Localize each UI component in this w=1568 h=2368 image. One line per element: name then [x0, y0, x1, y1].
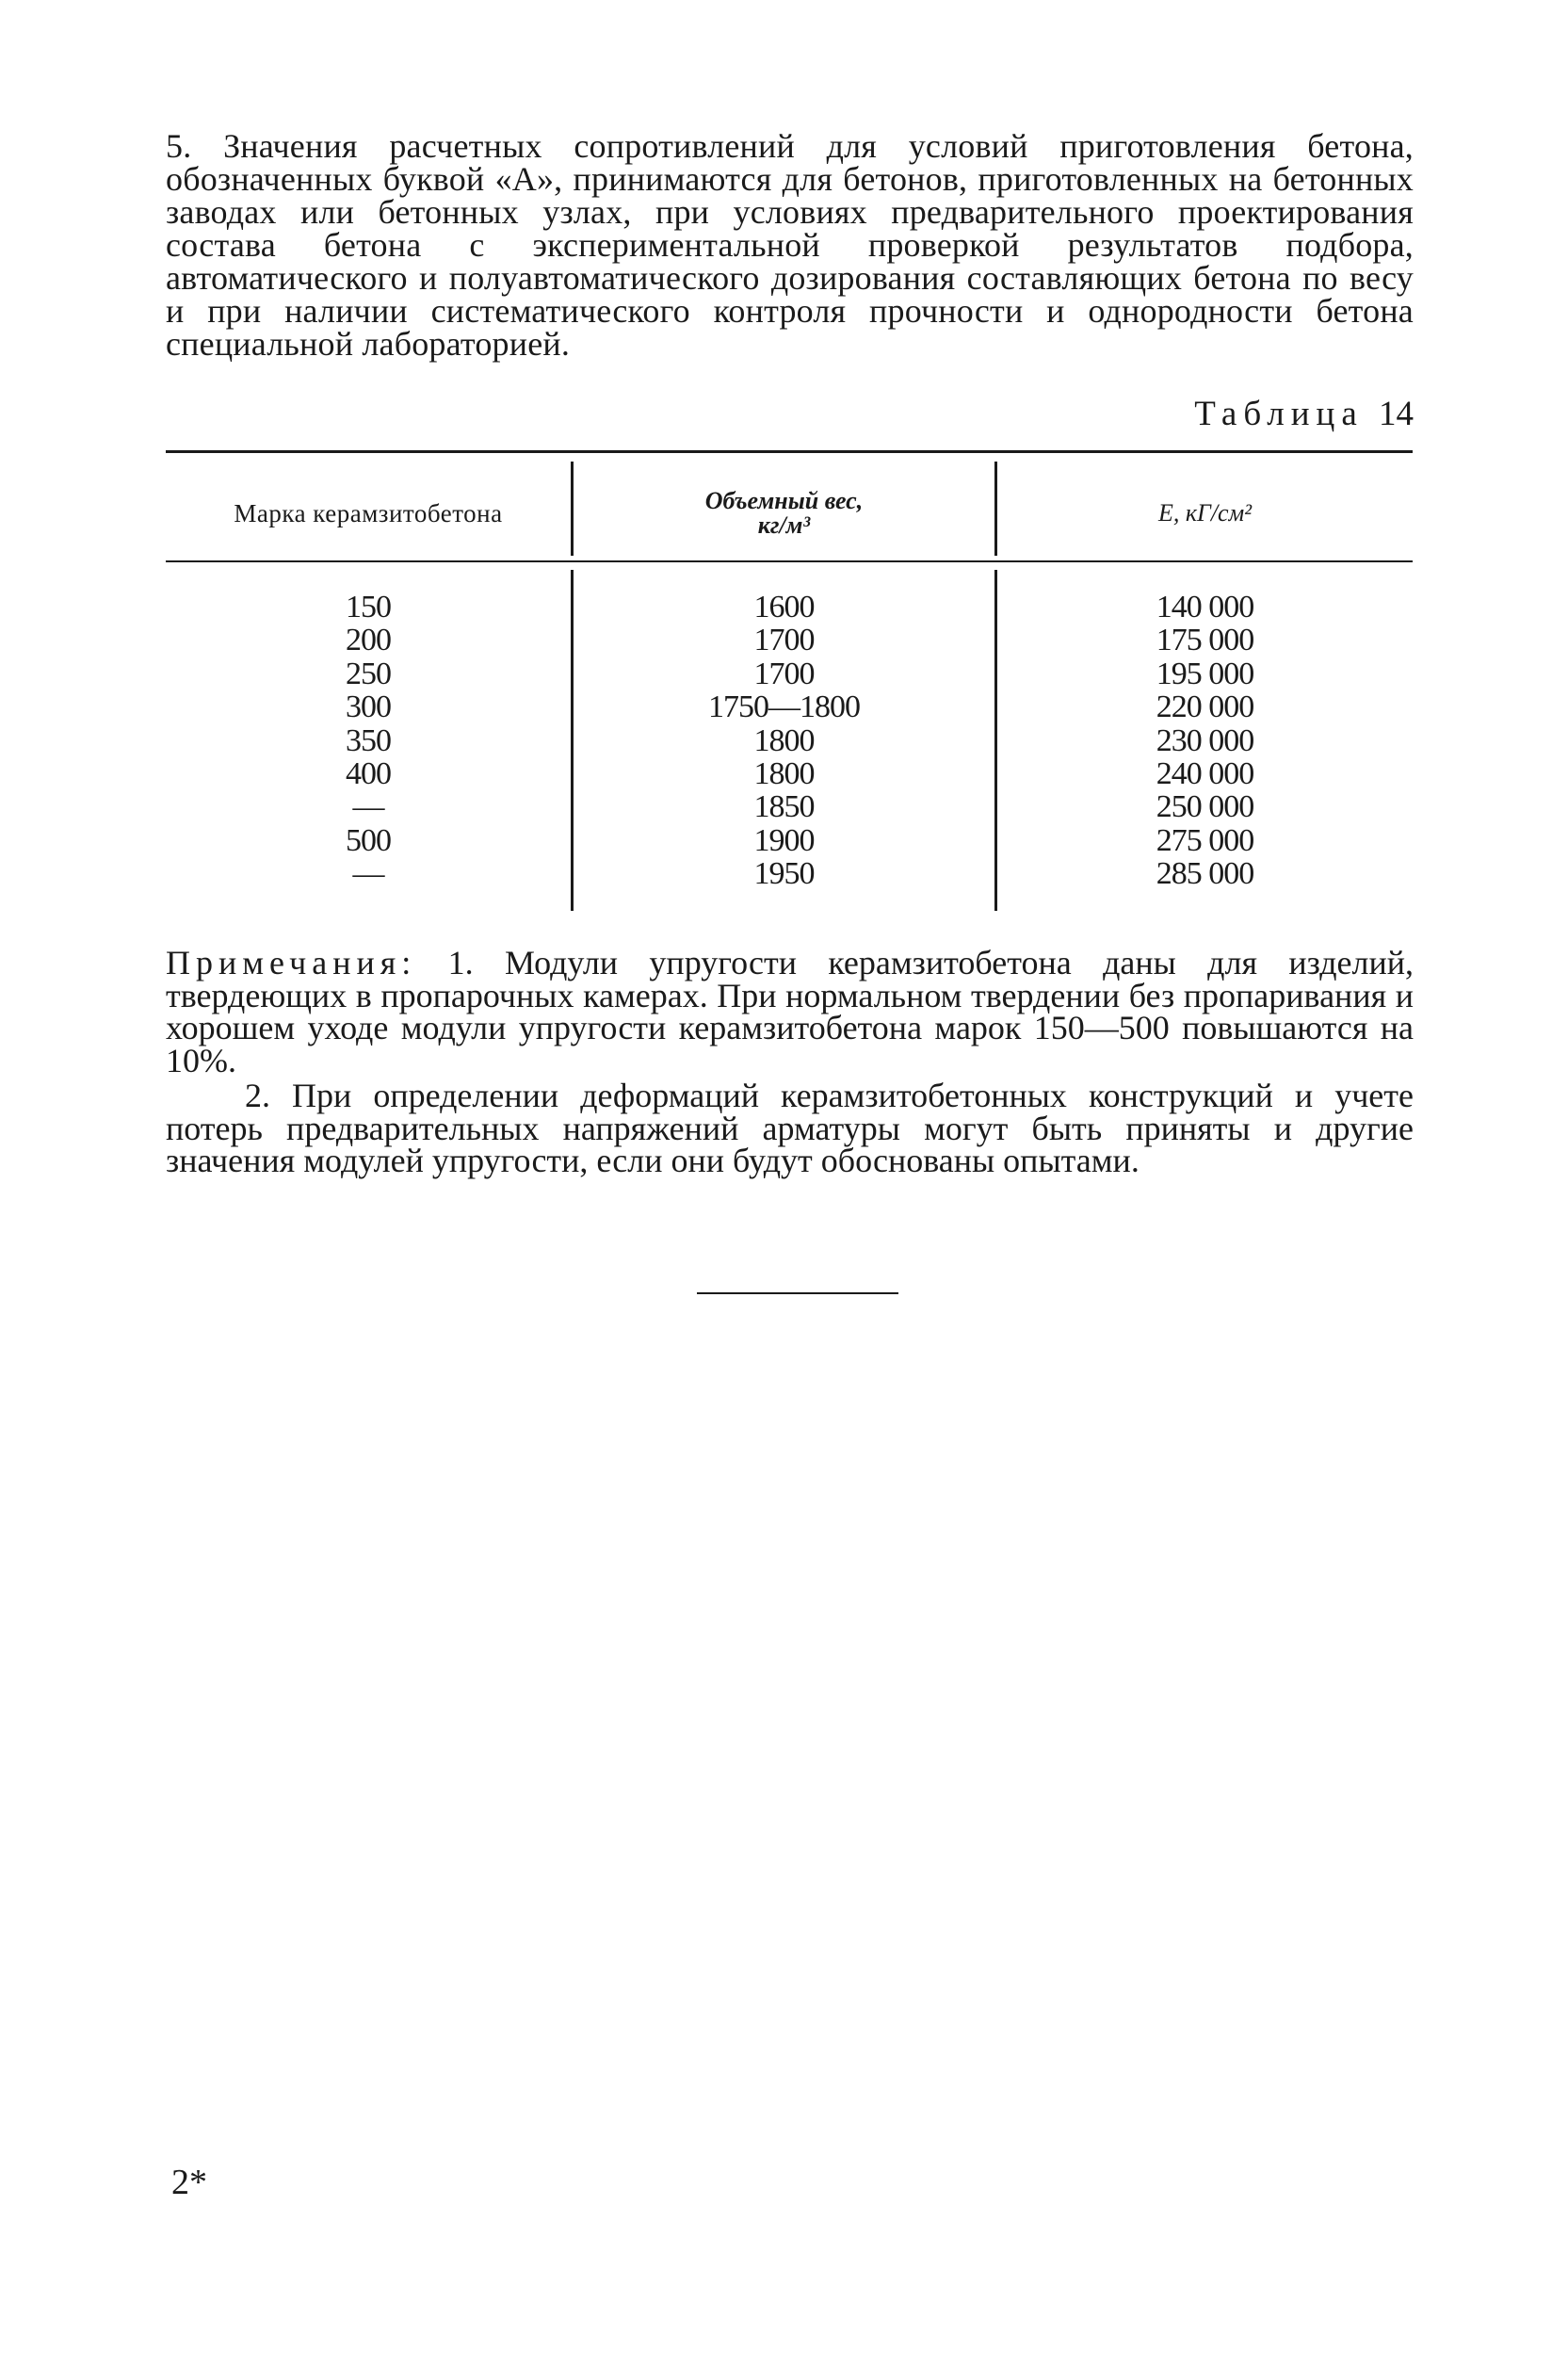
cell-modulus: 220 000: [1156, 689, 1254, 725]
table-top-rule: [166, 450, 1413, 453]
cell-grade: 250: [346, 656, 391, 691]
cell-modulus: 285 000: [1156, 856, 1254, 892]
cell-modulus: 240 000: [1156, 755, 1254, 791]
cell-density: 1850: [753, 789, 815, 825]
cell-density: 1950: [753, 856, 815, 892]
notes-block: [166, 944, 1414, 1079]
cell-modulus: 275 000: [1156, 822, 1254, 858]
cell-grade: 150: [346, 590, 391, 624]
notes-lead: Примечания:: [166, 944, 417, 981]
cell-grade: 300: [346, 689, 391, 725]
table-header-rule: [166, 560, 1413, 562]
header-divider-1: [571, 462, 574, 556]
page-folio: 2*: [171, 2163, 207, 2202]
note-2: 2. При определении деформаций керамзитобетонных конструкций и учете потерь предварительных напряжений арматуры могут быть приняты и другие значения модулей упругости, если они будут обоснованы опытами.: [166, 1077, 1414, 1179]
cell-modulus: 250 000: [1156, 789, 1254, 825]
cell-density: 1800: [753, 755, 815, 791]
table-caption: [1194, 394, 1414, 434]
cell-density: 1900: [753, 822, 815, 858]
cell-grade: 400: [346, 755, 391, 791]
header-modulus: E, кГ/см²: [1158, 499, 1252, 527]
cell-grade: 350: [346, 722, 391, 758]
table-row: [166, 624, 1413, 657]
table-row: [166, 757, 1413, 790]
cell-modulus: 230 000: [1156, 722, 1254, 758]
table-row: [166, 857, 1413, 890]
cell-modulus: 140 000: [1156, 590, 1254, 624]
cell-density: 1800: [753, 722, 815, 758]
cell-grade: —: [352, 856, 384, 892]
cell-modulus: 195 000: [1156, 656, 1254, 691]
note-1: 1. Модули упругости керамзитобетона даны для изделий, твердеющих в пропарочных камерах. При нормальном твердении без пропаривания и хорошем уходе модули упругости керамзитобетона марок 150—500 повышаются на 10%.: [166, 944, 1414, 1079]
cell-density: 1700: [753, 656, 815, 691]
cell-grade: —: [352, 789, 384, 825]
table-caption-number: 14: [1379, 395, 1414, 433]
table-row: [166, 690, 1413, 723]
cell-grade: 500: [346, 822, 391, 858]
cell-density: 1600: [753, 590, 815, 624]
header-density-line2: кг/м³: [757, 511, 811, 539]
table-row: [166, 657, 1413, 690]
header-divider-2: [994, 462, 997, 556]
table-row: [166, 824, 1413, 857]
table-row: [166, 790, 1413, 823]
table-body: [166, 591, 1413, 891]
table-caption-word: Таблица: [1194, 395, 1364, 433]
table-row: [166, 724, 1413, 757]
cell-grade: 200: [346, 623, 391, 658]
paragraph-5: 5. Значения расчетных сопротивлений для условий приготовления бетона, обозначенных буквой «А», принимаются для бетонов, приготовленных на бетонных заводах или бетонных узлах, при условиях предварительного проектирования состава бетона с экспериментальной проверкой результатов подбора, автоматического и полуавтоматического дозирования составляющих бетона по весу и при наличии систематического контроля прочности и однородности бетона специальной лабораторией.: [166, 127, 1414, 363]
cell-density: 1750—1800: [708, 689, 860, 725]
header-density-line1: Объемный вес,: [704, 487, 864, 514]
cell-density: 1700: [753, 623, 815, 658]
cell-modulus: 175 000: [1156, 623, 1254, 658]
section-end-rule: [697, 1292, 898, 1294]
header-density: [574, 476, 994, 551]
header-grade: Марка керамзитобетона: [234, 499, 503, 527]
table-row: [166, 591, 1413, 624]
